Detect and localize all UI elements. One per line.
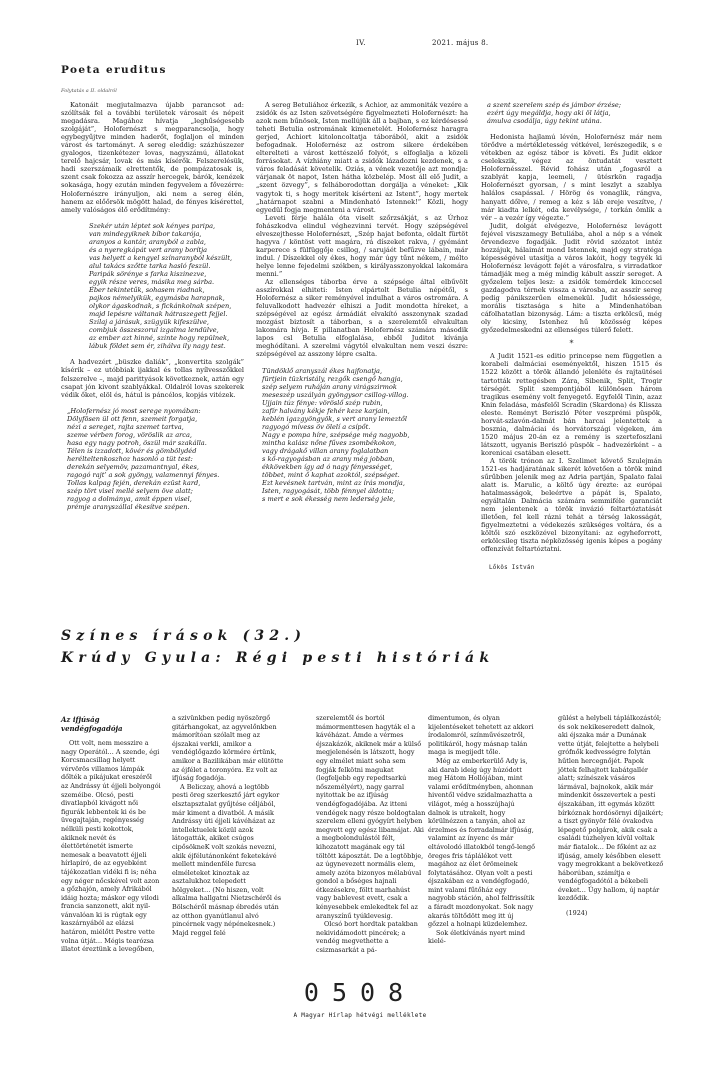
poem-line: ékkövekben így ad ó nagy fényességet, <box>262 463 393 472</box>
article2-column-2 <box>172 714 284 937</box>
poem-line: többet, mint ő kaphat azoktól, szépséget. <box>262 471 400 480</box>
poem-line: nézi a sereget, rajta szemet tartva, <box>67 422 184 431</box>
poem-line: szép tört visel mellé selyem öve alatt; <box>67 487 193 496</box>
year-note: (1924) <box>566 909 588 918</box>
article2-column-1 <box>61 716 161 954</box>
paragraph: Az ellenséges táborba érve a szépsége által elbűvölt asszírokkal elhiteti: Isten elpártolt Betulia népétől, s Holofernész a siker reményével indulhat a város ostromára. A feluvalkodott hadvezér elhiszi a Judit mondotta híreket, a szépségével az egész ármádiát elvakító asszonynak szadad mozgást biztosít a táborban, s a szerelemtől elvakultan lakomára hívja. E pillanatban Holofernész számára második lapos csl Betulia elfoglalása, ebből Juditot kívánja meghódítani. A szerelmi vágytól elvakultan nem veszi észre: szépségével az asszony lépre csalta. <box>256 278 468 359</box>
paragraph: dimentumon, és olyan kijelentéseket tehetett az akkori írodalomról, színművészetről, politikáról, hogy másnap talán maga is megijedt tőle. <box>428 714 534 757</box>
paragraph: gülést a helybeli táplálkozástól; és sok nekikeseredett dalnok, aki éjszaka már a Dunának vette útját, felejtette a helybeli grófnők kedvességre folytán hűtlen hercegnőjét. Papok jöttek felhajtott kabátgallér alatt; színészek vásáros lármával, bajnokok, akik már mindenkit összevertek a pesti éjszakában, itt egymás között bírkóznak hordósörnyi díjaikért; a tiszt gyönyör félé óvakodva lépegető polgárok, akik csak a családi túzhelyen kívül voltak már fiatalok… De főként az az ifjúság, amely későbben elesett vagy megrokkant a bekövetkező háborúban, számítja e vendégfogadótól a békebeli éveket… Úgy hallom, új naptár kezdődik. <box>558 714 664 903</box>
poem-line: Ujjain túz fénye: vöröslő szép rubin, <box>262 398 383 407</box>
poem-line: szép selyem ruháján arany virágszirmok <box>262 382 397 391</box>
article2-column-4 <box>428 714 536 946</box>
poem-line: vas helyett a kengyel színaranyból készült, <box>89 253 233 262</box>
page-number: 0508 <box>303 978 417 1007</box>
poem-line: s kő-ragyogásban az arany még jobban, <box>262 455 395 464</box>
continuation-note: Folytatás a II. oldalról <box>61 88 117 94</box>
paragraph: A török trónon az I. Szelimet követő Szulejmán 1521-es hadjáratának sikerét követően a török mind sűrűbben jelenik meg az Adria partján, Spalato falai alatt is. Marulic, a költő úgy érezte: az európai hatalmasságok, beleértve a pápát is, Spalato, egyáltalán Dalmácia számára semmiféle garanciát nem jelentenek a török invázió feltartóztatását illetően, fel kell rázni tehát a térség lakosságát, figyelmeztetni a védekezés szükséges voltára, és a költői szó eszközével bizonyítani: az egyheforrott, erkölcsileg tiszta népközösség igenis képes a pogány offenzívát feltartóztatni. <box>481 456 662 554</box>
poem-line: Ezt kevésnek tartván, mint az írás mondja, <box>262 479 405 488</box>
poem-line: ezért úgy megáldja, hogy aki öl látja, <box>487 109 611 118</box>
paragraph: a szivünkben pedig nyöszörgő gitárhangokat, az agyvelőnkben mámorítóan szólalt meg az éjszakai verkli, amikor a vendéglőgazdo körmére értünk, amikor a Bazilikában már elütötte az éjfélet a toronyóra. Ez volt az ifjúság fogadója. <box>172 714 284 783</box>
article2-column-5 <box>558 714 664 918</box>
poem-excerpt <box>61 222 244 351</box>
poem-line: majd lepésre váltanak hátraszegett fejjel. <box>89 310 228 319</box>
poem-excerpt <box>481 101 662 125</box>
poem-line: meseszép uszályán gyöngysor csillog-villog. <box>262 390 409 399</box>
poem-line: lábuk földet sem ér, zihálva ily nagy test. <box>89 342 226 351</box>
poem-line: Nagy e pompa híre, szépsége még nagyobb, <box>262 430 410 439</box>
poem-line: ámulva csodálja, úgy tekint utána. <box>487 117 602 126</box>
paragraph: Ott volt, nem messzire a nagy Operától… A szende, égi Korcsmacsillag helyett vérvörös villamos lámpák dőlték a pikájukat ereszéről az Andrássy út éjjeli bolyongói szeméibe. Olcsó, pesti divatlapból kivágott női figurák lebbentek ki és be üvegajtaján, regényesség nélküli pesti kokottok, akiknek nevét és élettörténetét ismerte nemesak a beavatott éjjeli hírlapíró, de az egyebként tájékozatlan vidéki fi is; néha egy néger nőcskével volt azon a gőzhajón, amely Afrikából idáig hozta; máskor egy vilodi francia sanzonett, akit nyilvánvalóan ki is rúgtak egy kaszárnyából az elázsi határon, miélőtt Pestre vette volna útját… Mégis tearózsa illatot éreztünk a levegőben, <box>61 739 161 954</box>
article1-column-1 <box>61 101 244 519</box>
article1-column-3 <box>481 101 662 572</box>
poem-line: a szent szerelem szép és jámbor érzése; <box>487 101 622 109</box>
paragraph: A Beliczay, ahová a legtöbb pesti öreg szerkesztő járt egykor elsztapsztalat gyűjtése céljából, már kiment a divatból. A másik Andrássy úti éjjeli kávéházat az intellektuelek közül azok látogatták, akiket csúgos cipősökneK volt szokás nevezni, akik éjfélutánonként feketekávé mellett mindenféle furcsa elméleteket kinoztak az asztalukhoz telepedett hölgyeket… (No hiszen, volt alkalma hallgatni Nietzschéről és Bölschéről másnap ébredés után az otthon gyanútlanul alvó pincérnek vagy népénekesnek.) Majd reggel felé <box>172 782 282 937</box>
paragraph: Sok életkívánás nyert mind kielé- <box>428 928 525 946</box>
poem-line: mintha kalász nőne fűves zsombékokon, <box>262 438 397 447</box>
poem-line: fürtjein tüzkristály, rezgők csengő hangja, <box>262 374 403 383</box>
poem-line: Tündöklő aranyszál ékes hajfonatja, <box>262 366 383 375</box>
poem-line: combjuk összeszorul izgalma lendülve, <box>89 326 219 335</box>
poem-line: s mert e sok ékesség nem lederség jele, <box>262 495 396 504</box>
section-number: IV. <box>356 39 366 47</box>
section-separator: * <box>569 339 574 349</box>
poem-line: van mindegyiknek bíbor takarója, <box>89 229 202 238</box>
poem-line: hasa egy nagy potroh, öszül már szakálla. <box>67 438 207 447</box>
poem-line: Télen is izzadott, kövér és gömbölydéd <box>67 446 197 455</box>
paragraph: Még az emberkerülő Ady is, aki darab ideig úgy húzódott meg Hátom Hollójában, mint valami erődítményben, ahonnan hiventől védve szidalmazhatta a világot, még a hosszújhajú dalnok is utrakelt, hogy körülnézzen a tanyán, ahol az érzelmes és forradalmár ifjúság, valamint az ínyenc és már eltávolodó illatokból tengő-lengő öreges fris táplálékot vett magához az élet örömeinek folytatásához. Olyan volt a pesti éjszakában ez a vendégfogadó, mint valami fűtőház egy nagyobb stáción, ahol felfrissítik a fáradt mozdonyokat. Sok nagy akarás töltődött meg itt új gőzzel a holnapi küzdelemhez. <box>428 756 535 929</box>
article1-column-2 <box>256 101 468 511</box>
poem-line: vagy drágakő villan arany foglalatban <box>262 446 389 455</box>
paragraph: A hadvezért „büszke daliák”, „konvertita szolgák” kísérik – ez utóbbiak ijakkal és tollas nyílvesszőkkel felszerelve –, majd parittyások következnek, aztán egy csapat jón kivont szablyákkal. Oldalról lovas szekerek védik őket, elöl és, hátul is páncélos, kopjás vitézek. <box>61 358 244 399</box>
paragraph: A sereg Betuliához érkezik, s Achior, az ammoniták vezére a zsidók és az Isten szövetségére figyelmezteti Holofernészt: ha azok nem bűnösek, Isten mellújük áll a bajban, s ez kérdésessé teheti Betulia ostromának kimenetelét. Holofernész haragra gerjed, Achiort kitoloncoltatja táborából, akit a zsidók befogadnak. Holofernész az ostrom sikere érdekében elterelteti a várost kettészelő folyót, s elfoglalja a közeli forrásokat. A vízhiány miatt a zsidók lázadozni kezdenek, s a város feladását követelik. Oziás, a vének vezetője azt mondja: várjanak öt napot, Isten hátha közbelép. Most áll elő Judit, a „szent özvegy”, s felháborodottan dorgálja a véneket: „Kik vagytok ti, s hogy meritek kísérteni az Istent”, hogy mertek „határnapot szabni a Mindenható Istennek!” Közli, hogy egyedül fogja megmenteni a várost. <box>256 101 468 214</box>
issue-date: 2021. május 8. <box>432 39 489 47</box>
poem-line: keblén igazgyöngyök, s vert arany lemeztől <box>262 414 407 423</box>
poem-line: Paripák sörénye s farka kiszinezve, <box>89 269 207 278</box>
paragraph: Olcsó bort hordtak patakban nekividámodott pincérek; a vendég megvethette a csizmasarkát a pá- <box>316 920 418 955</box>
author-signature: Lőkös István <box>489 564 535 571</box>
poem-excerpt <box>61 407 244 512</box>
poem-line: zafír halvány kékje fehér keze karjain, <box>262 406 390 415</box>
poem-line: derekán selyemöv, pazamantnyal, ékes, <box>67 462 199 471</box>
series-title: Színes írások (32.) <box>61 628 307 644</box>
poem-line: ragyogó mívess öv ölelí a csípőt. <box>262 422 371 431</box>
poem-line: Isten, ragyogását, több fénnyel áldotta; <box>262 487 394 496</box>
paragraph: Hedonista hajlamú lévén, Holofernész már nem törődve a mértékletesség vétkével, lerészegedik, s e vétekben az egész tábor is követi. És Judit ekkor cselekszik, végez az öntudatát vesztett Holofernésszel. Révid fohász után „fogasról a szablyát kapja, leemeli, / ütésrkön ragadja Holofernészt gyorsan, / s mint leszlyt a szablya halálos csapással. / Hörög és vonaglik, rángva, hanyatt dőlve, / remeg a kéz s láb ereje veszítve, / már kiadta lelkét, oda kevélysége, / torkán ömlik a vér – a vezér így végezte.” <box>481 133 662 222</box>
poem-line: herélteltenkoszhoz hasonló a tüt test: <box>67 454 193 463</box>
subheading: Az ifjúság vendégfogadója <box>61 715 123 733</box>
supplement-caption: A Magyar Hírlap hétvégi melléklete <box>293 1012 427 1019</box>
paragraph: Katonáit megjutalmazva újabb parancsot ad: szólítsák fel a további területek városait és népeit megadásra. Magához hívatja „leghűségesebb szolgáját”, Holofernészt s megparancsolja, hogy egybegyűjtve minden haderőt, foglaljon el minden várost és tartományt. A sereg eleddig: százhúszezer gyalogos, tizenkétezer lovas, nagyszámú, állatokat terelő hajcsár, lovak és más kísérők. Felszerelésük, hadi szerszámaik elrettentők, de pompázatosak is, szent csak fokozza az asszír hercegek, bárók, kenézek sokasága, hogy ezután minden fegyvelem a fővezérre: Holofernészre irányuljon, aki nem a sereg élén, hanem az előőrsök mögött halad, de fényes kísérettel, amely valóságos élő erődítmény: <box>61 101 244 214</box>
paragraph: szerelemtől és bortól mámormenttesen hagyták el a kávéházat. Ámde a vérmes éjszakázók, akiknek már a külső megjelenésén is látszott, hogy egy elmélet miatt soha sem fogják felkötni magukat (legfeljebb egy repedtsarkú nőszemélyért), nagy garral nyitottak be az ifjúság vendégfogadójába. Az itteni vendégek nagy része boldogtalan szerelem elleni gyógyírt helyben megvett egy egész libamájat. Aki a megbolondulástól félt, kihozatott magának egy tál töltött káposztát. De a legtöbbje, az úgynevezett normális elem, amely azóta bizonyos mélabúval gondol a bőséges hajnali étkezésekre, föltt marhahúst vagy bablevest evett, csak a kényesebbek emlekedtek fel az aranyszínű tyúklevesig. <box>316 714 426 920</box>
poem-line: és a nyeregkápát vert arany borítja <box>89 245 208 254</box>
poem-excerpt <box>256 367 468 504</box>
poem-line: Dölyfösen ül ott fenn, szemeit forgatja, <box>67 414 198 423</box>
poem-line: alul takács szőtte tarka hasló feszül. <box>89 261 211 270</box>
poem-line: Tollas kalpag fején, derekán ezüst kard, <box>67 479 201 488</box>
article-title: Poeta eruditus <box>61 64 167 76</box>
poem-line: Szilaj a járásuk, szügyük kifeszülve, <box>89 318 209 327</box>
paragraph: Leveti férje halála óta viselt szőrzsákját, s az Úrhoz fohászkodva elindul véghezvinni tervét. Hogy szépségével elveszejthesse Holofernészt, „Szép hajat befonta, oldalt fürtöt hagyva / köntöst vett magára, rá díszeket rakva, / gyémánt karperece s fülfüggője csillog, / sarujáét befűzve lábain, már indul. / Díszekkel oly ékes, hogy már úgy tűnt nékem, / mélto helye lenne fejedelmi székben, s királyasszonyokkal lakomára menni.” <box>256 213 468 278</box>
poem-line: „Holofernész jó most serege nyomában: <box>67 406 201 415</box>
poem-line: ragyog a dolmánya, amit éppen visel, <box>67 495 192 504</box>
poem-line: pajkos némelyikük, egymásba harapnak, <box>89 294 225 303</box>
poem-line: prémje aranyszállal ékesítve szépen. <box>67 503 190 512</box>
poem-line: egyik része veres, másika meg sárba. <box>89 277 215 286</box>
poem-line: Éber tekintetűk, sohasem riadnak, <box>89 286 205 295</box>
poem-line: olykor ágaskodnak, s fickánkolnak szépen, <box>89 302 232 311</box>
paragraph: A Judit 1521-es editio princepse nem független a korabeli dalmáciai eseményektől, hiszen 1515 és 1522 között a török állandó jelenléte és rajtaütései tartották rettegésben Zára, Sibenik, Split, Trogir térségét. Split szempontjából különösen három tragikus esemény volt fenyegető. Egyfelől Tinin, azaz Knin feladása, másfelől Scradin (Skardona) és Klissza eleste. Reményt Beriszló Péter veszprémi püspök, horvát-szlavón-dalmát bán harcai jelentettek a bosznia, dalmáciai és horvátországi végeken, ám 1520 május 20-án ez a remény is szertefoszlani látszott, ugyanis Beriszló püspök – hadvezérként – a korenicai csatában elesett. <box>481 352 662 457</box>
poem-line: az ember azt hinné, szinte hogy repülnek, <box>89 334 230 343</box>
poem-line: Szekér után léptet sok kényes paripa, <box>89 221 216 230</box>
poem-line: aranyos a kantár, aranyból a zabla, <box>89 237 207 246</box>
paragraph-group <box>316 714 426 955</box>
paragraph-group <box>428 714 536 946</box>
poem-line: szeme vérben forog, vöröslik az arca, <box>67 430 193 439</box>
article2-column-3 <box>316 714 426 955</box>
paragraph: Judit, dolgát elvégezve, Holofernész levágott fejével viszszamegy Betuliába, ahol a nép s a vének örvendezve fogadják. Judit rövid szózatot intéz hozzájuk, hálaimát mond Istennek, majd egy stratéga képességével utasítja a város lakóit, hogy tegyék ki Holofernész levágott fejét a városfalra, s virradatkor támadják meg a még mindig kábult asszír sereget. A győzelem teljes lesz: a zsidók temérdek kincccsel gazdagodva térnek vissza a városba, az asszír sereg pedig pánikszerűen elmenekül. Judit hősiessége, morális tisztasága s hite a Mindenhatóban cáfolhatatlan bizonyság. Lám: a tiszta erkölcsű, még oly kicsiny, Istenhez hű közösség képes győzedelmeskedni az ellenséges túlerő felett. <box>481 221 662 335</box>
paragraph-group <box>172 714 284 937</box>
feature-title: Krúdy Gyula: Régi pesti históriák <box>61 650 495 666</box>
poem-line: ragogó rajt’ a sok gyöngy, valamennyi fényes. <box>67 471 220 480</box>
